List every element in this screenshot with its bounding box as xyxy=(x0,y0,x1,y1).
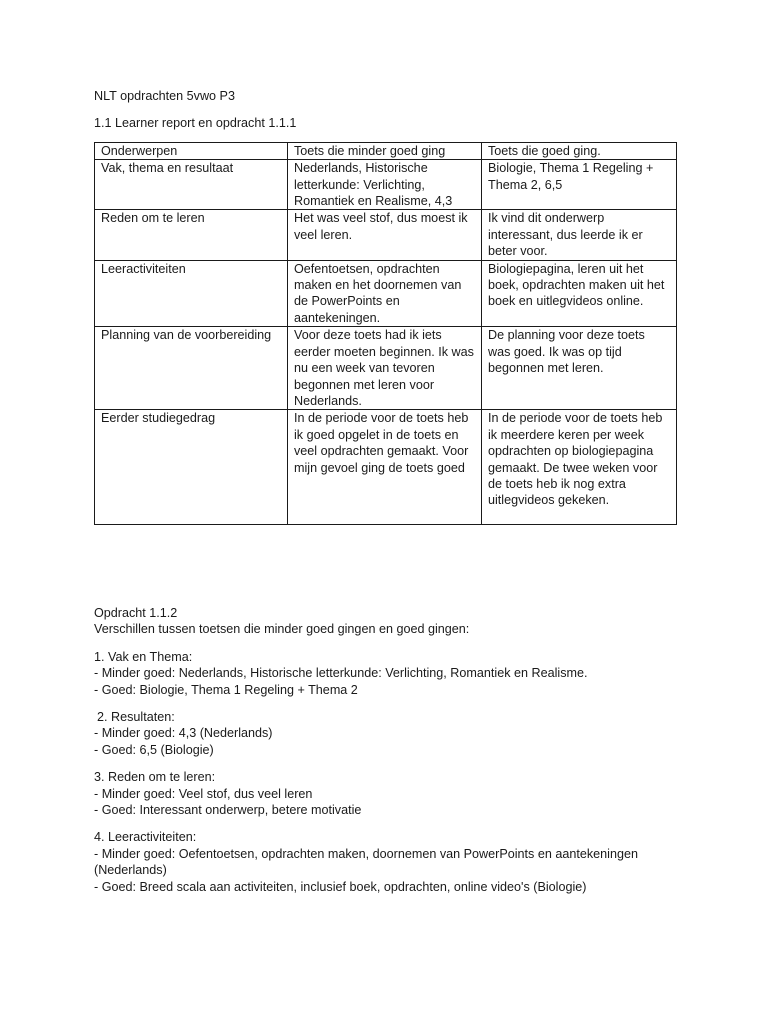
table-cell: De planning voor deze toets was goed. Ik was op tijd begonnen met leren. xyxy=(482,327,677,410)
table-title: 1.1 Learner report en opdracht 1.1.1 xyxy=(94,116,297,131)
table-cell: Biologie, Thema 1 Regeling + Thema 2, 6,5 xyxy=(482,160,677,210)
section-heading: Opdracht 1.1.2 xyxy=(94,606,178,620)
learner-report-table xyxy=(94,142,677,526)
table-row xyxy=(95,160,677,210)
table-cell: Leeractiviteiten xyxy=(95,260,288,327)
header-cell-less-good: Toets die minder goed ging xyxy=(288,142,482,159)
table-row xyxy=(95,410,677,525)
point-title: 1. Vak en Thema: xyxy=(94,649,193,664)
point-line: - Goed: Biologie, Thema 1 Regeling + Thema 2 xyxy=(94,682,358,697)
table-cell: In de periode voor de toets heb ik meerdere keren per week opdrachten op biologiepagina gemaakt. De twee weken voor de toets heb ik nog extra uitlegvideos gekeken. xyxy=(482,410,677,525)
table-row xyxy=(95,210,677,260)
table-cell: Vak, thema en resultaat xyxy=(95,160,288,210)
table-row xyxy=(95,260,677,327)
table-cell: Nederlands, Historische letterkunde: Verlichting, Romantiek en Realisme, 4,3 xyxy=(288,160,482,210)
point-line: - Goed: 6,5 (Biologie) xyxy=(94,742,214,757)
point-title: 3. Reden om te leren: xyxy=(94,770,216,785)
document-title: NLT opdrachten 5vwo P3 xyxy=(94,89,235,103)
point-line: - Minder goed: Veel stof, dus veel leren xyxy=(94,786,313,801)
section-intro: Verschillen tussen toetsen die minder goed gingen en goed gingen: xyxy=(94,622,470,637)
table-cell: In de periode voor de toets heb ik goed opgelet in de toets en veel opdrachten gemaakt. Voor mijn gevoel ging de toets goed xyxy=(288,410,482,525)
table-cell: Ik vind dit onderwerp interessant, dus leerde ik er beter voor. xyxy=(482,210,677,260)
table-cell: Reden om te leren xyxy=(95,210,288,260)
table-cell: Planning van de voorbereiding xyxy=(95,327,288,410)
table-header-row xyxy=(95,142,677,159)
header-cell-good: Toets die goed ging. xyxy=(482,142,677,159)
point-line: - Goed: Interessant onderwerp, betere motivatie xyxy=(94,803,362,818)
point-line: - Minder goed: Oefentoetsen, opdrachten maken, doornemen van PowerPoints en aantekeningen (Nederlands) xyxy=(94,846,638,878)
assignment-section xyxy=(94,605,714,895)
table-cell: Voor deze toets had ik iets eerder moeten beginnen. Ik was nu een week van tevoren begonnen met leren voor Nederlands. xyxy=(288,327,482,410)
table-cell: Eerder studiegedrag xyxy=(95,410,288,525)
point-line: - Minder goed: Nederlands, Historische letterkunde: Verlichting, Romantiek en Realisme. xyxy=(94,666,588,681)
table-row xyxy=(95,327,677,410)
table-cell: Het was veel stof, dus moest ik veel leren. xyxy=(288,210,482,260)
document-page xyxy=(94,88,676,525)
header-cell-topics: Onderwerpen xyxy=(95,142,288,159)
point-title: 2. Resultaten: xyxy=(97,710,175,725)
point-line: - Goed: Breed scala aan activiteiten, inclusief boek, opdrachten, online video's (Biologie) xyxy=(94,879,587,894)
table-cell: Biologiepagina, leren uit het boek, opdrachten maken uit het boek en uitlegvideos online. xyxy=(482,260,677,327)
point-title: 4. Leeractiviteiten: xyxy=(94,830,197,845)
point-line: - Minder goed: 4,3 (Nederlands) xyxy=(94,726,273,741)
table-cell: Oefentoetsen, opdrachten maken en het doornemen van de PowerPoints en aantekeningen. xyxy=(288,260,482,327)
